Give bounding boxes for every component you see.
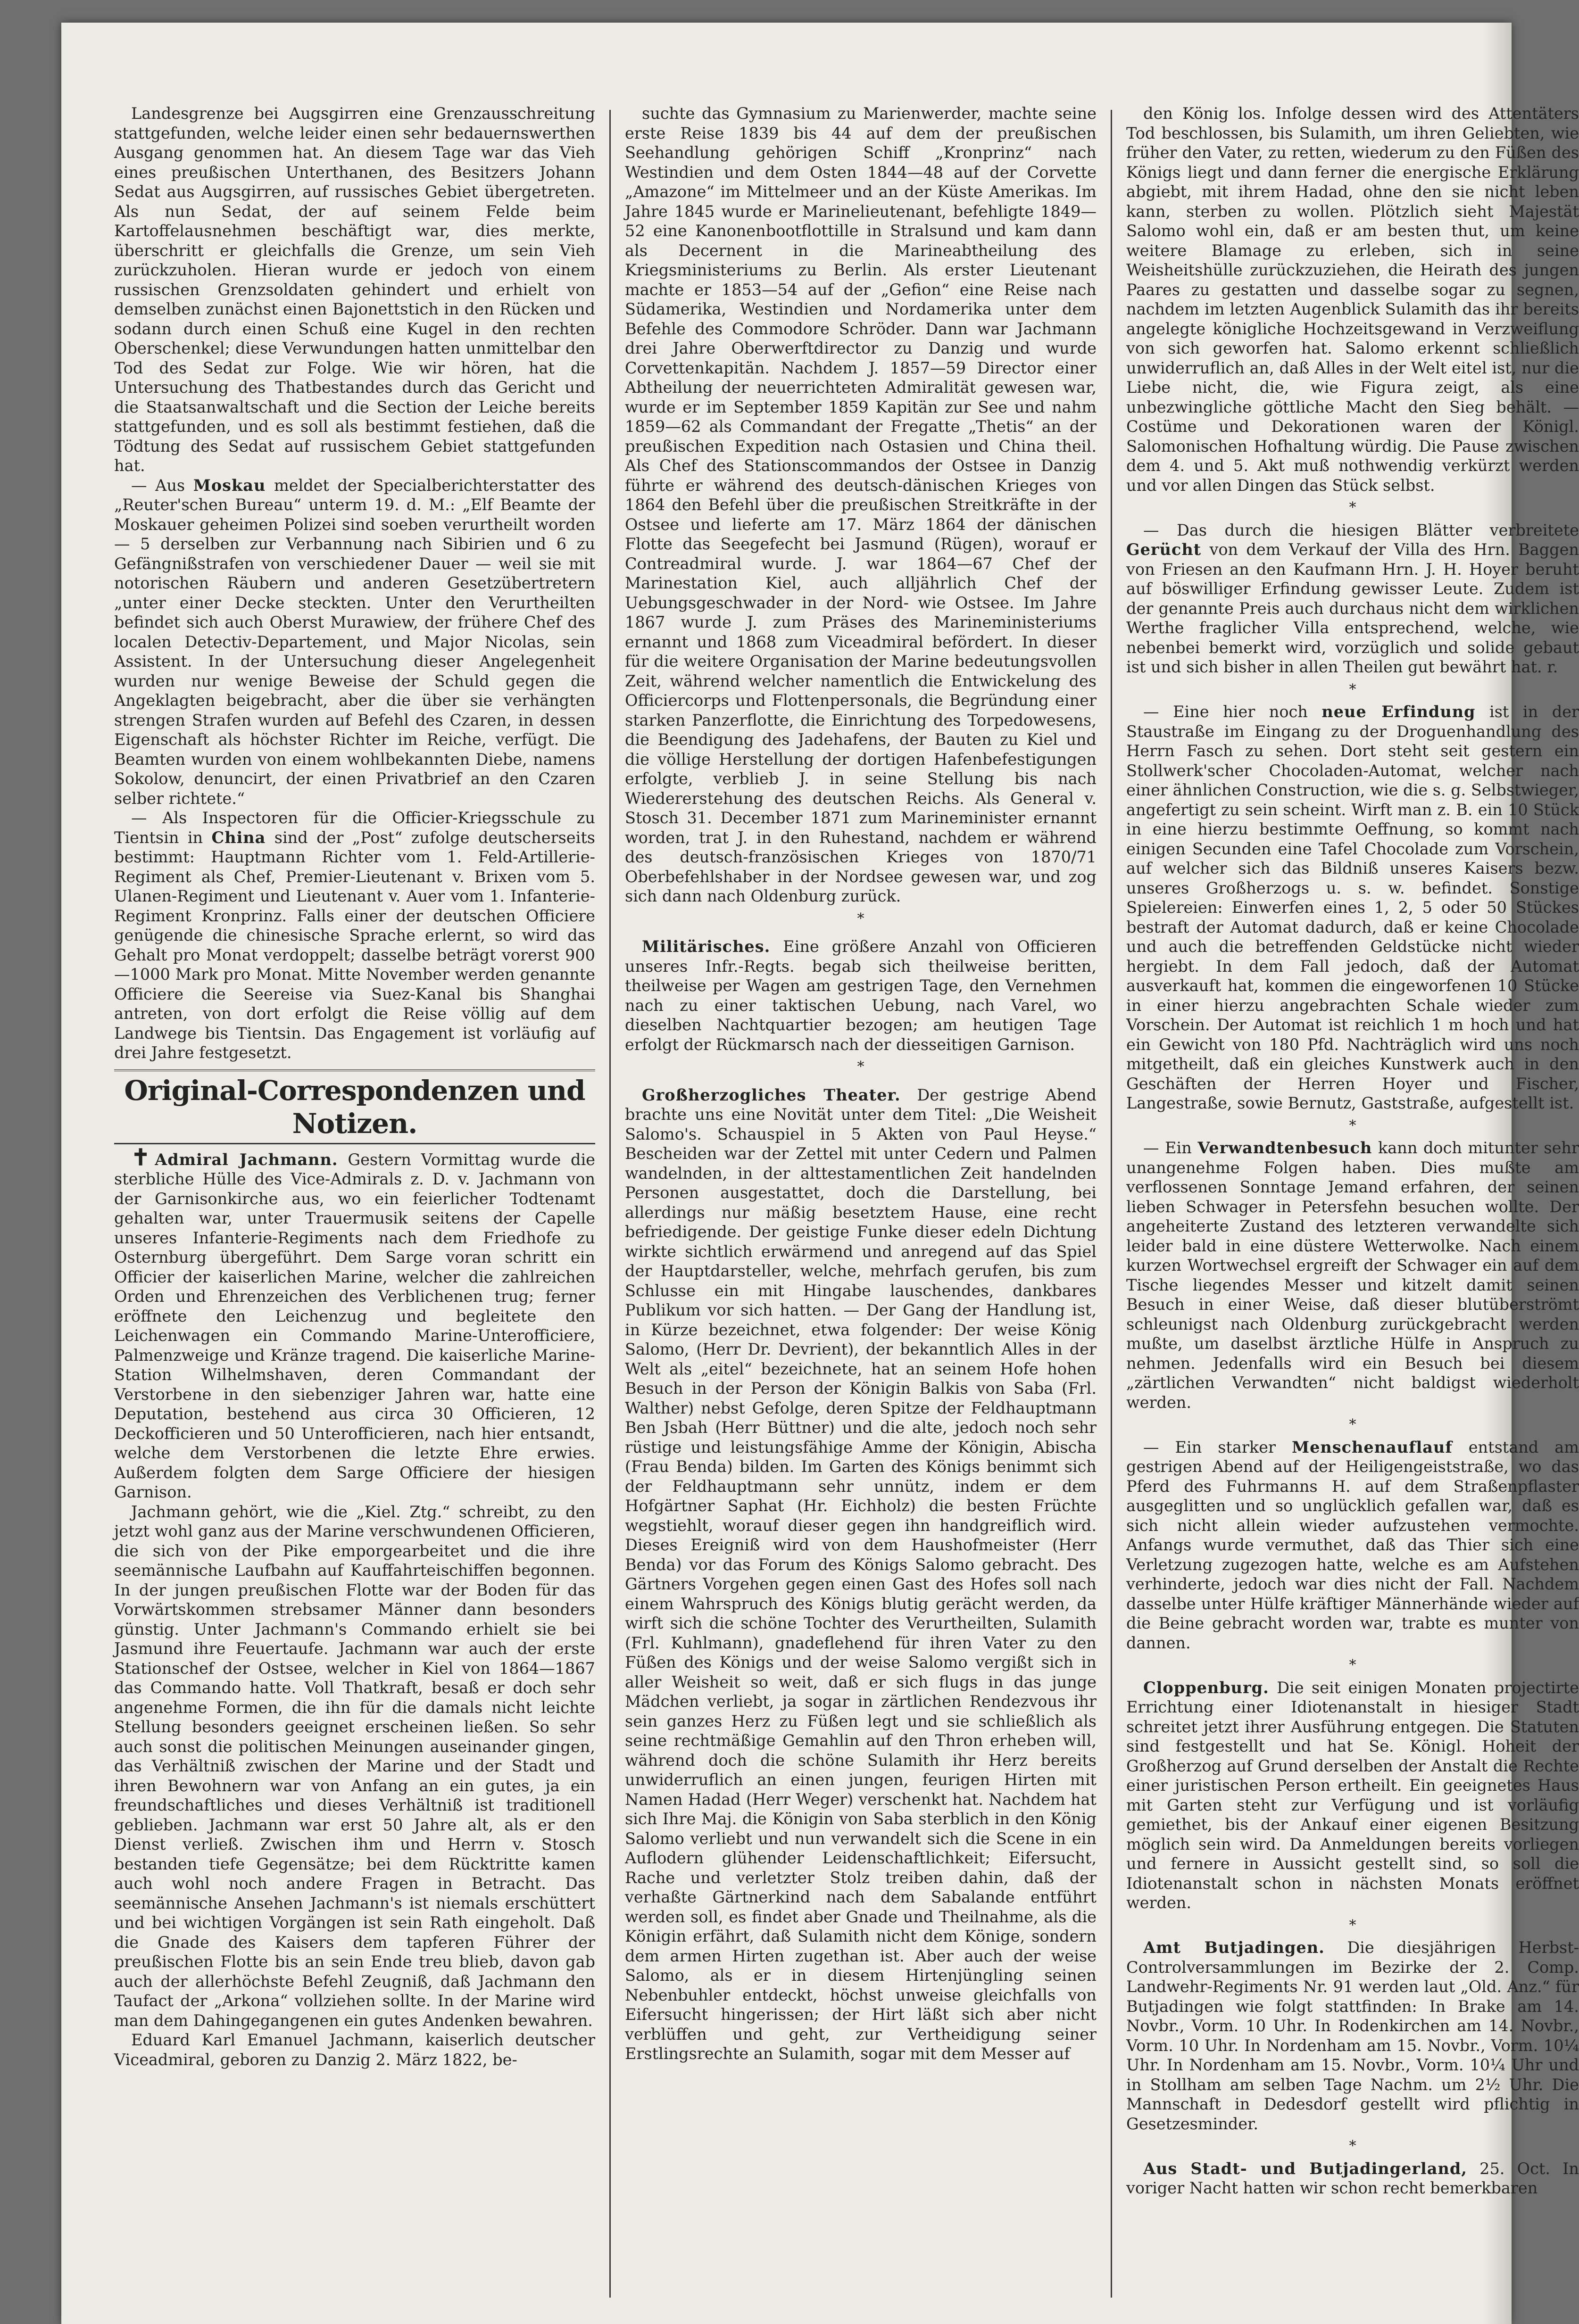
lead-text: — Eine hier noch: [1143, 703, 1308, 721]
article-paragraph: Jachmann gehört, wie die „Kiel. Ztg.“ schreibt, zu den jetzt wohl ganz aus der Marine verschwundenen Officieren, die sich von der Pike emporgearbeitet und die ihre seemännische Laufbahn auf Kauffahrteischiffen begonnen. In der jungen preußischen Flotte war der Boden für das Vorwärtskommen strebsamer Männer dann besonders günstig. Unter Jachmann's Commando erhielt sie bei Jasmund ihre Feuertaufe. Jachmann war auch der erste Stationschef der Ostsee, welcher in Kiel von 1864—1867 das Commando hatte. Voll Thatkraft, besaß er doch sehr angenehme Formen, die ihn für die damals nicht leichte Stellung besonders geeignet erscheinen ließen. So sehr auch sonst die politischen Meinungen auseinander gingen, das Verhältniß zwischen der Marine und der Stadt und ihren Bewohnern war von Anfang an ein gutes, ja ein freundschaftliches und dieses Verhältniß ist traditionell geblieben. Jachmann war erst 50 Jahre alt, als er den Dienst verließ. Zwischen ihm und Herrn v. Stosch bestanden tiefe Gegensätze; bei dem Rücktritte kamen auch wohl noch andere Fragen in Betracht. Das seemännische Ansehen Jachmann's ist niemals erschüttert und bei wichtigen Vorgängen ist sein Rath eingeholt. Daß die Gnade des Kaisers dem tapferen Führer der preußischen Flotte bis an sein Ende treu blieb, davon gab auch der allerhöchste Befehl Zeugniß, daß Jachmann den Taufact der „Arkona“ vollziehen sollte. In der Marine wird man dem Dahingegangenen ein gutes Andenken bewahren.: [114, 1502, 595, 2030]
separator-star: *: [1349, 1657, 1356, 1673]
article-menschenauflauf: [1126, 1438, 1579, 1653]
article-moskau: [114, 476, 595, 809]
lead-text: — Das durch die hiesigen Blätter verbreitete: [1143, 521, 1579, 539]
column-3: [1126, 104, 1579, 2198]
separator-star: *: [1349, 2138, 1356, 2154]
column-rule: [609, 110, 611, 2298]
headword-militaerisches: Militärisches.: [642, 937, 771, 956]
article-erfindung: [1126, 702, 1579, 1113]
lead-text: — Aus: [131, 476, 185, 495]
newspaper-page: [61, 23, 1579, 2324]
body-text: Die seit einigen Monaten projectirte Errichtung einer Idiotenanstalt in hiesiger Stadt schreitet jetzt ihrer Ausführung entgegen. Die Statuten sind festgestellt und hat Se. Königl. Hoheit der Großherzog auf Grund derselben der Anstalt die Rechte einer juristischen Person ertheilt. Ein geeignetes Haus mit Garten steht zur Verfügung und ist vorläufig gemiethet, bis der Ankauf einer eigenen Besitzung möglich sein wird. Da Anmeldungen bereits vorliegen und fernere in Aussicht gestellt sind, so soll die Idiotenanstalt schon in nächsten Monats eröffnet werden.: [1126, 1678, 1579, 1912]
article-paragraph: suchte das Gymnasium zu Marienwerder, machte seine erste Reise 1839 bis 44 auf dem der preußischen Seehandlung gehörigen Schiff „Kronprinz“ nach Westindien und dem Osten 1844—48 auf der Corvette „Amazone“ im Mittelmeer und an der Küste Amerikas. Im Jahre 1845 wurde er Marinelieutenant, befehligte 1849—52 eine Kanonenbootflottille in Stralsund und kam dann als Decernent in die Marineabtheilung des Kriegsministeriums zu Berlin. Als erster Lieutenant machte er 1853—54 auf der „Gefion“ eine Reise nach Südamerika, Westindien und Nordamerika unter dem Befehle des Commodore Schröder. Dann war Jachmann drei Jahre Oberwerftdirector zu Danzig und wurde Corvettenkapitän. Nachdem J. 1857—59 Director einer Abtheilung der neuerrichteten Admiralität gewesen war, wurde er im September 1859 Kapitän zur See und nahm 1859—62 als Commandant der Fregatte „Thetis“ an der preußischen Expedition nach Ostasien und China theil. Als Chef des Stationscommandos der Ostsee in Danzig führte er während des deutsch-dänischen Krieges von 1864 den Befehl über die preußischen Streitkräfte in der Ostsee und lieferte am 17. März 1864 der dänischen Flotte das Seegefecht bei Jasmund (Rügen), worauf er Contreadmiral wurde. J. war 1864—67 Chef der Marinestation Kiel, auch alljährlich Chef der Uebungsgeschwader in der Nord- wie Ostsee. Im Jahre 1867 wurde J. zum Präses des Marineministeriums ernannt und 1868 zum Viceadmiral befördert. In dieser für die weitere Organisation der Marine bedeutungsvollen Zeit, während welcher namentlich die Entwickelung des Officiercorps und Flottenpersonals, die Begründung einer starken Panzerflotte, die Einrichtung des Torpedowesens, die Beendigung des Jadehafens, der Bauten zu Kiel und die völlige Herstellung der dortigen Hafenbefestigungen erfolgte, verblieb J. in seine Stellung bis nach Wiedererstehung des deutschen Reichs. Als General v. Stosch 31. December 1871 zum Marineminister ernannt worden, trat J. in den Ruhestand, nachdem er während des deutsch-französischen Krieges von 1870/71 Oberbefehlshaber in der Nordsee gewesen war, und zog sich dann nach Oldenburg zurück.: [625, 104, 1097, 905]
article-stadtland: [1126, 2159, 1579, 2198]
headword-cloppenburg: Cloppenburg.: [1143, 1678, 1269, 1697]
article-paragraph: Eduard Karl Emanuel Jachmann, kaiserlich deutscher Viceadmiral, geboren zu Danzig 2. März 1822, be-: [114, 2031, 595, 2069]
headword-china: China: [211, 828, 266, 847]
body-text: Die diesjährigen Herbst-Controlversammlungen im Bezirke der 2. Comp. Landwehr-Regiments Nr. 91 werden laut „Old. Anz.“ für Butjadingen wie folgt stattfinden: In Brake am 14. Novbr., Vorm. 10 Uhr. In Rodenkirchen am 14. Novbr., Vorm. 10 Uhr. In Nordenham am 15. Novbr., Vorm. 10¼ Uhr. In Nordenham am 15. Novbr., Vorm. 10¼ Uhr und in Stollham am selben Tage Nachm. um 2½ Uhr. Die Mannschaft in Dedesdorf gestellt wird pflichtig in Gesetzesminder.: [1126, 1938, 1579, 2133]
column-1: [114, 104, 595, 2069]
article-militaerisches: [625, 937, 1097, 1054]
separator-star: *: [857, 1059, 864, 1075]
separator-star: *: [1349, 1416, 1356, 1433]
headword-moskau: Moskau: [193, 476, 266, 495]
article-paragraph: den König los. Infolge dessen wird des Attentäters Tod beschlossen, bis Sulamith, um ihren Geliebten, wie früher den Vater, zu retten, wiederum zu den Füßen des Königs liegt und dann ferner die energische Erklärung abgiebt, mit ihrem Hadad, ohne den sie nicht leben kann, sterben zu wollen. Plötzlich sieht Majestät Salomo wohl ein, daß er am besten thut, um keine weitere Blamage zu erleben, sich in seine Weisheitshülle zurückzuziehen, die Heirath des jungen Paares zu gestatten und dasselbe sogar zu segnen, nachdem im letzten Augenblick Sulamith das ihr bereits angelegte königliche Hochzeitsgewand in Verzweiflung von sich geworfen hat. Salomo erkennt schließlich unwiderruflich an, daß Alles in der Welt eitel ist, nur die Liebe nicht, die, wie Figura zeigt, als eine unbezwingliche göttliche Macht den Sieg behält. — Costüme und Dekorationen waren der Königl. Salomonischen Hofhaltung würdig. Die Pause zwischen dem 4. und 5. Akt muß nothwendig verkürzt werden und vor allen Dingen das Stück selbst.: [1126, 104, 1579, 495]
lead-text: — Ein starker: [1143, 1438, 1276, 1456]
separator-star: *: [1349, 499, 1356, 516]
body-text: Der gestrige Abend brachte uns eine Novität unter dem Titel: „Die Weisheit Salomo's. Schauspiel in 5 Akten von Paul Heyse.“ Bescheiden war der Zettel mit unter Cedern und Palmen wandelnden, in der alttestamentlichen Zeit handelnden Personen ausgestattet, doch die Darstellung, bei allerdings nur mäßig besetztem Hause, eine recht befriedigende. Der geistige Funke dieser edeln Dichtung wirkte sichtlich erwärmend und anregend auf das Spiel der Hauptdarsteller, welche, mehrfach gerufen, bis zum Schlusse ein mit Hingabe lauschendes, dankbares Publikum vor sich hatten. — Der Gang der Handlung ist, in Kürze bezeichnet, etwa folgender: Der weise König Salomo, (Herr Dr. Devrient), der bekanntlich Alles in der Welt als „eitel“ bezeichnete, hat an seinem Hofe hohen Besuch in der Person der Königin Balkis von Saba (Frl. Walther) nebst Gefolge, deren Spitze der Feldhauptmann Ben Jsbah (Herr Büttner) und die alte, jedoch noch sehr rüstige und leistungsfähige Amme der Königin, Abischa (Frau Benda) bilden. Im Garten des Königs benimmt sich der Feldhauptmann sehr unnütz, indem er dem Hofgärtner Saphat (Hr. Eichholz) die besten Früchte wegstiehlt, worauf dieser gegen ihn handgreiflich wird. Dieses Ereigniß wird von dem Haushofmeister (Herr Benda) vor das Forum des Königs Salomo gebracht. Des Gärtners Vorgehen gegen einen Gast des Hofes soll nach einem Wahrspruch des Königs blutig gerächt werden, da wirft sich die schöne Tochter des Verurtheilten, Sulamith (Frl. Kuhlmann), gnadeflehend für ihren Vater zu den Füßen des Königs und der weise Salomo vergißt sich in aller Weisheit so weit, daß er sich flugs in das junge Mädchen verliebt, ja sogar in zärtlichen Rendezvous ihr sein ganzes Herz zu Füßen legt und sie schließlich als seine rechtmäßige Gemahlin auf den Thron erheben will, während doch die schöne Sulamith ihr Herz bereits unwiderruflich an einen jungen, feurigen Hirten mit Namen Hadad (Herr Weger) verschenkt hat. Nachdem hat sich Ihre Maj. die Königin von Saba sterblich in den König Salomo verliebt und nun verwandelt sich die Scene in ein Auflodern glühender Leidenschaftlichkeit; Eifersucht, Rache und verletzter Stolz treiben dahin, daß der verhaßte Gärtnerkind nach dem Sabalande entführt werden soll, es findet aber Gnade und Theilnahme, als die Königin erfährt, daß Sulamith nicht dem Könige, sondern dem armen Hirten zugethan ist. Aber auch der weise Salomo, als er in diesem Hirtenjüngling seinen Nebenbuhler entdeckt, höchst unweise gleichfalls von Eifersucht hingerissen; der Hirt läßt sich aber nicht verblüffen und geht, zur Vertheidigung seiner Erstlingsrechte an Sulamith, sogar mit dem Messer auf: [625, 1085, 1097, 2063]
article-theater: [625, 1085, 1097, 2064]
article-cloppenburg: [1126, 1678, 1579, 1913]
article-china: [114, 808, 595, 1063]
body-text: von dem Verkauf der Villa des Hrn. Baggen von Friesen an den Kaufmann Hrn. J. H. Hoyer beruht auf böswilliger Erfindung gewisser Leute. Zudem ist der genannte Preis auch durchaus nicht dem wirklichen Werthe fraglicher Villa entsprechend, welche, wie nebenbei bemerkt wird, vorzüglich und solide gebaut ist und sich bisher in allen Theilen gut bewährt hat. r.: [1126, 540, 1579, 676]
headword-verwandtenbesuch: Verwandtenbesuch: [1197, 1139, 1372, 1157]
body-text: entstand am gestrigen Abend auf der Heiligengeiststraße, wo das Pferd des Fuhrmanns H. auf dem Straßenpflaster ausgeglitten und so unglücklich gefallen war, daß es sich nicht allein wieder aufzustehen vermochte. Anfangs wurde vermuthet, daß das Thier sich eine Verletzung zugezogen hatte, welche es am Aufstehen verhinderte, jedoch war dies nicht der Fall. Nachdem dasselbe unter Hülfe kräftiger Männerhände wieder auf die Beine gebracht worden war, trabte es munter von dannen.: [1126, 1438, 1579, 1652]
lead-text: — Als Inspectoren für die Officier-Kriegsschule zu Tientsin in: [114, 809, 595, 847]
cross-icon: ✝: [131, 1144, 150, 1171]
headword-erfindung: neue Erfindung: [1321, 703, 1476, 721]
separator-star: *: [857, 910, 864, 927]
body-text: ist in der Staustraße im Eingang zu der Droguenhandlung des Herrn Fasch zu sehen. Dort steht seit gestern ein Stollwerk'scher Chocoladen-Automat, welcher nach einer ähnlichen Construction, wie die s. g. Selbstwieger, angefertigt zu sein scheint. Wirft man z. B. ein 10 Stück in eine hierzu bestimmte Oeffnung, so kommt nach einigen Secunden eine Tafel Chocolade zum Vorschein, auf welcher sich das Bildniß unseres Kaisers bezw. unseres Großherzogs u. s. w. befindet. Sonstige Spielereien: Einwerfen eines 1, 2, 5 oder 50 Stückes bestraft der Automat dadurch, daß er keine Chocolade und auch die betreffenden Geldstücke nicht wieder hergiebt. In dem Fall jedoch, daß der Automat ausverkauft hat, kommen die eingeworfenen 10 Stücke in einer hierzu angebrachten Schale wieder zum Vorschein. Der Automat ist reichlich 1 m hoch und hat ein Gewicht von 180 Pfd. Nachträglich wird uns noch mitgetheilt, daß ein gleiches Kunstwerk auch in den Geschäften der Herren Hoyer und Fischer, Langestraße, sowie Bernutz, Gaststraße, aufgestellt ist.: [1126, 703, 1579, 1112]
separator-star: *: [1349, 1917, 1356, 1934]
article-verwandtenbesuch: [1126, 1138, 1579, 1412]
column-rule: [1111, 110, 1112, 2298]
separator-star: *: [1349, 1117, 1356, 1134]
headword-admiral: Admiral Jachmann.: [155, 1150, 338, 1169]
headword-theater: Großherzogliches Theater.: [642, 1085, 901, 1104]
separator-star: *: [1349, 681, 1356, 698]
headword-geruecht: Gerücht: [1126, 540, 1202, 559]
body-text: Gestern Vormittag wurde die sterbliche Hülle des Vice-Admirals z. D. v. Jachmann von der Garnisonkirche aus, wo ein feierlicher Todtenamt gehalten war, unter Trauermusik seitens der Capelle unseres Infanterie-Regiments nach dem Friedhofe zu Osternburg übergeführt. Dem Sarge voran schritt ein Officier der kaiserlichen Marine, welcher die zahlreichen Orden und Ehrenzeichen des Verblichenen trug; ferner eröffnete den Leichenzug und begleitete den Leichenwagen ein Commando Marine-Unterofficiere, Palmenzweige und Kränze tragend. Die kaiserliche Marine-Station Wilhelmshaven, deren Commandant der Verstorbene in den siebenziger Jahren war, hatte eine Deputation, bestehend aus circa 30 Officieren, 12 Deckofficieren und 50 Unterofficieren, nach hier entsandt, welche dem Verstorbenen die letzte Ehre erwies. Außerdem folgten dem Sarge Officiere der hiesigen Garnison.: [114, 1150, 595, 1501]
article-paragraph: Landesgrenze bei Augsgirren eine Grenzausschreitung stattgefunden, welche leider einen sehr bedauernswerthen Ausgang genommen hat. An diesem Tage war das Vieh eines preußischen Unterthanen, des Besitzers Johann Sedat aus Augsgirren, auf russisches Gebiet übergetreten. Als nun Sedat, der auf seinem Felde beim Kartoffelausnehmen beschäftigt war, dies merkte, überschritt er gleichfalls die Grenze, um sein Vieh zurückzuholen. Hieran wurde er jedoch von einem russischen Grenzsoldaten gehindert und erhielt von demselben zunächst einen Bajonettstich in den Rücken und sodann durch einen Schuß eine Kugel in den rechten Oberschenkel; diese Verwundungen hatten unmittelbar den Tod des Sedat zur Folge. Wie wir hören, hat die Untersuchung des Thatbestandes durch das Gericht und die Staatsanwaltschaft und die Section der Leiche bereits stattgefunden, und es soll als bestimmt festiehen, daß die Tödtung des Sedat auf russischem Gebiet stattgefunden hat.: [114, 104, 595, 475]
article-butjadingen: [1126, 1938, 1579, 2134]
article-admiral: [114, 1144, 595, 1502]
body-text: sind der „Post“ zufolge deutscherseits bestimmt: Hauptmann Richter vom 1. Feld-Artillerie-Regiment als Chef, Premier-Lieutenant v. Brixen vom 5. Ulanen-Regiment und Lieutenant v. Auer vom 1. Infanterie-Regiment Kronprinz. Falls einer der deutschen Officiere genügende die chinesische Sprache erlernt, so wird das Gehalt pro Monat verdoppelt; dasselbe beträgt vorerst 900—1000 Mark pro Monat. Mitte November werden genannte Officiere die Seereise via Suez-Kanal bis Shanghai antreten, von dort erfolgt die Reise völlig auf dem Landwege bis Tientsin. Das Engagement ist vorläufig auf drei Jahre festgesetzt.: [114, 828, 595, 1062]
headword-menschenauflauf: Menschenauflauf: [1292, 1438, 1453, 1456]
section-heading: Original-Correspondenzen und Notizen.: [114, 1069, 595, 1144]
headword-butjadingen: Amt Butjadingen.: [1143, 1938, 1325, 1957]
body-text: meldet der Specialberichterstatter des „Reuter'schen Bureau“ unterm 19. d. M.: „Elf Beamte der Moskauer geheimen Polizei sind soeben verurtheilt worden — 5 derselben zur Verbannung nach Sibirien und 6 zu Gefängnißstrafen von verschiedener Dauer — weil sie mit notorischen Räubern und anderen Gesetzübertretern „unter einer Decke steckten. Unter den Verurtheilten befindet sich auch Oberst Murawiew, der frühere Chef des localen Detectiv-Departement, und Major Nicolas, sein Assistent. In der Untersuchung dieser Angelegenheit wurden nur wenige Beweise der Schuld gegen die Angeklagten beigebracht, aber die über sie verhängten strengen Strafen wurden auf Befehl des Czaren, in dessen Eigenschaft als höchster Richter im Reiche, verfügt. Die Beamten wurden von einem wohlbekannten Diebe, namens Sokolow, denuncirt, der einen Privatbrief an den Czaren selber richtete.“: [114, 476, 596, 808]
article-geruecht: [1126, 521, 1579, 677]
body-text: 25. Oct. In voriger Nacht hatten wir schon recht bemerkbaren: [1126, 2159, 1579, 2197]
column-2: [625, 104, 1097, 2064]
headword-stadtland: Aus Stadt- und Butjadingerland,: [1143, 2159, 1467, 2178]
body-text: Eine größere Anzahl von Officieren unseres Infr.-Regts. begab sich theilweise beritten, theilweise per Wagen am gestrigen Tage, den Vernehmen nach zu einer taktischen Uebung, nach Varel, wo dieselben Nachtquartier bezogen; am heutigen Tage erfolgt der Rückmarsch nach der diesseitigen Garnison.: [625, 937, 1097, 1054]
body-text: kann doch mitunter sehr unangenehme Folgen haben. Dies mußte am verflossenen Sonntage Jemand erfahren, der seinen lieben Schwager in Petersfehn besuchen wollte. Der angeheiterte Zustand des letzteren verwandelte sich leider bald in eine düstere Wetterwolke. Nach einem kurzen Wortwechsel ergreift der Schwager ein auf dem Tische liegendes Messer und kitzelt damit seinen Besuch in einer Weise, daß dieser blutüberströmt schleunigst nach Oldenburg zurückgebracht werden mußte, um daselbst ärztliche Hülfe in Anspruch zu nehmen. Jedenfalls wird ein Besuch bei diesem „zärtlichen Verwandten“ nicht baldigst wiederholt werden.: [1126, 1139, 1579, 1412]
lead-text: — Ein: [1143, 1139, 1192, 1157]
